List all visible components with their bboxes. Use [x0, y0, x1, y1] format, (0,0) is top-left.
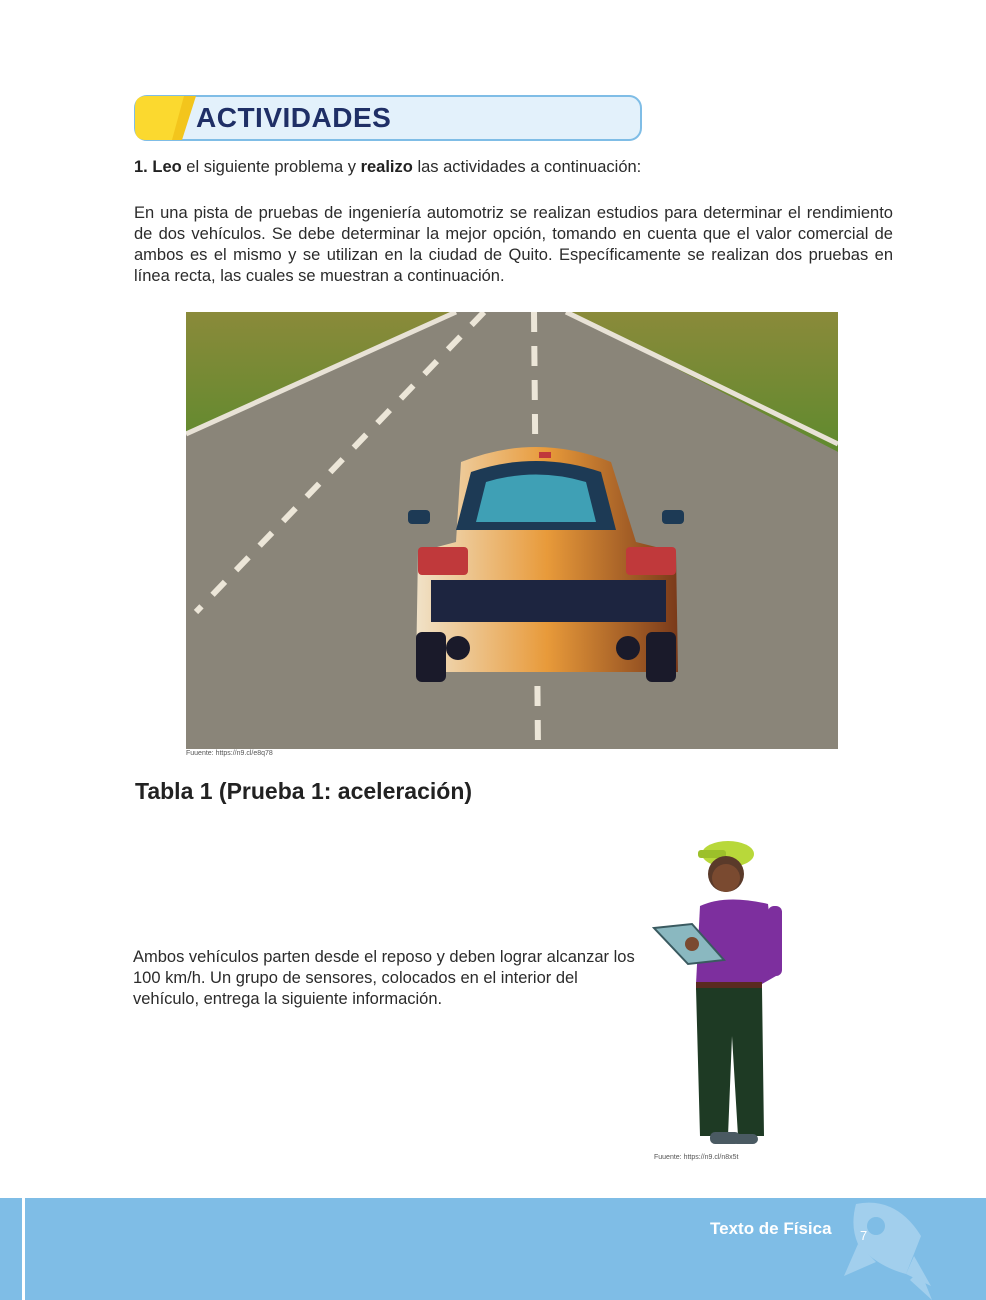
engineer-with-clipboard-icon [654, 841, 782, 1144]
person-image-source: Fuuente: https://n9.cl/n8x5t [654, 1154, 739, 1161]
page-number: 7 [860, 1228, 868, 1243]
instruction-end: las actividades a continuación: [417, 158, 642, 176]
rocket-icon [836, 1196, 946, 1300]
intro-paragraph: En una pista de pruebas de ingeniería automotriz se realizan estudios para determinar el rendimiento de dos vehículos. Se debe determinar la mejor opción, tomando en cuenta que el valor comercial de ambos es el mismo y se utilizan en la ciudad de Quito. Específicamente se realizan dos pruebas en línea recta, las cuales se muestran a continuación. [134, 204, 893, 285]
table-title: Tabla 1 (Prueba 1: aceleración) [135, 778, 473, 804]
instruction-number: 1. [134, 158, 148, 176]
body-paragraph: Ambos vehículos parten desde el reposo y deben lograr alcanzar los 100 km/h. Un grupo de sensores, colocados en el interior del vehículo, entrega la siguiente información. [133, 948, 635, 1008]
engineer-illustration [650, 836, 785, 1148]
instruction-middle: el siguiente problema y [186, 158, 356, 176]
instruction-verb-realizo: realizo [360, 158, 413, 176]
book-title: Texto de Física [710, 1219, 832, 1238]
instruction-line [134, 157, 914, 177]
instruction-verb-leo: Leo [152, 158, 182, 176]
section-title: ACTIVIDADES [196, 102, 392, 133]
footer-divider [22, 1198, 25, 1300]
road-car-illustration [186, 312, 838, 749]
road-image-source: Fuuente: https://n9.cl/e8q78 [186, 750, 273, 757]
